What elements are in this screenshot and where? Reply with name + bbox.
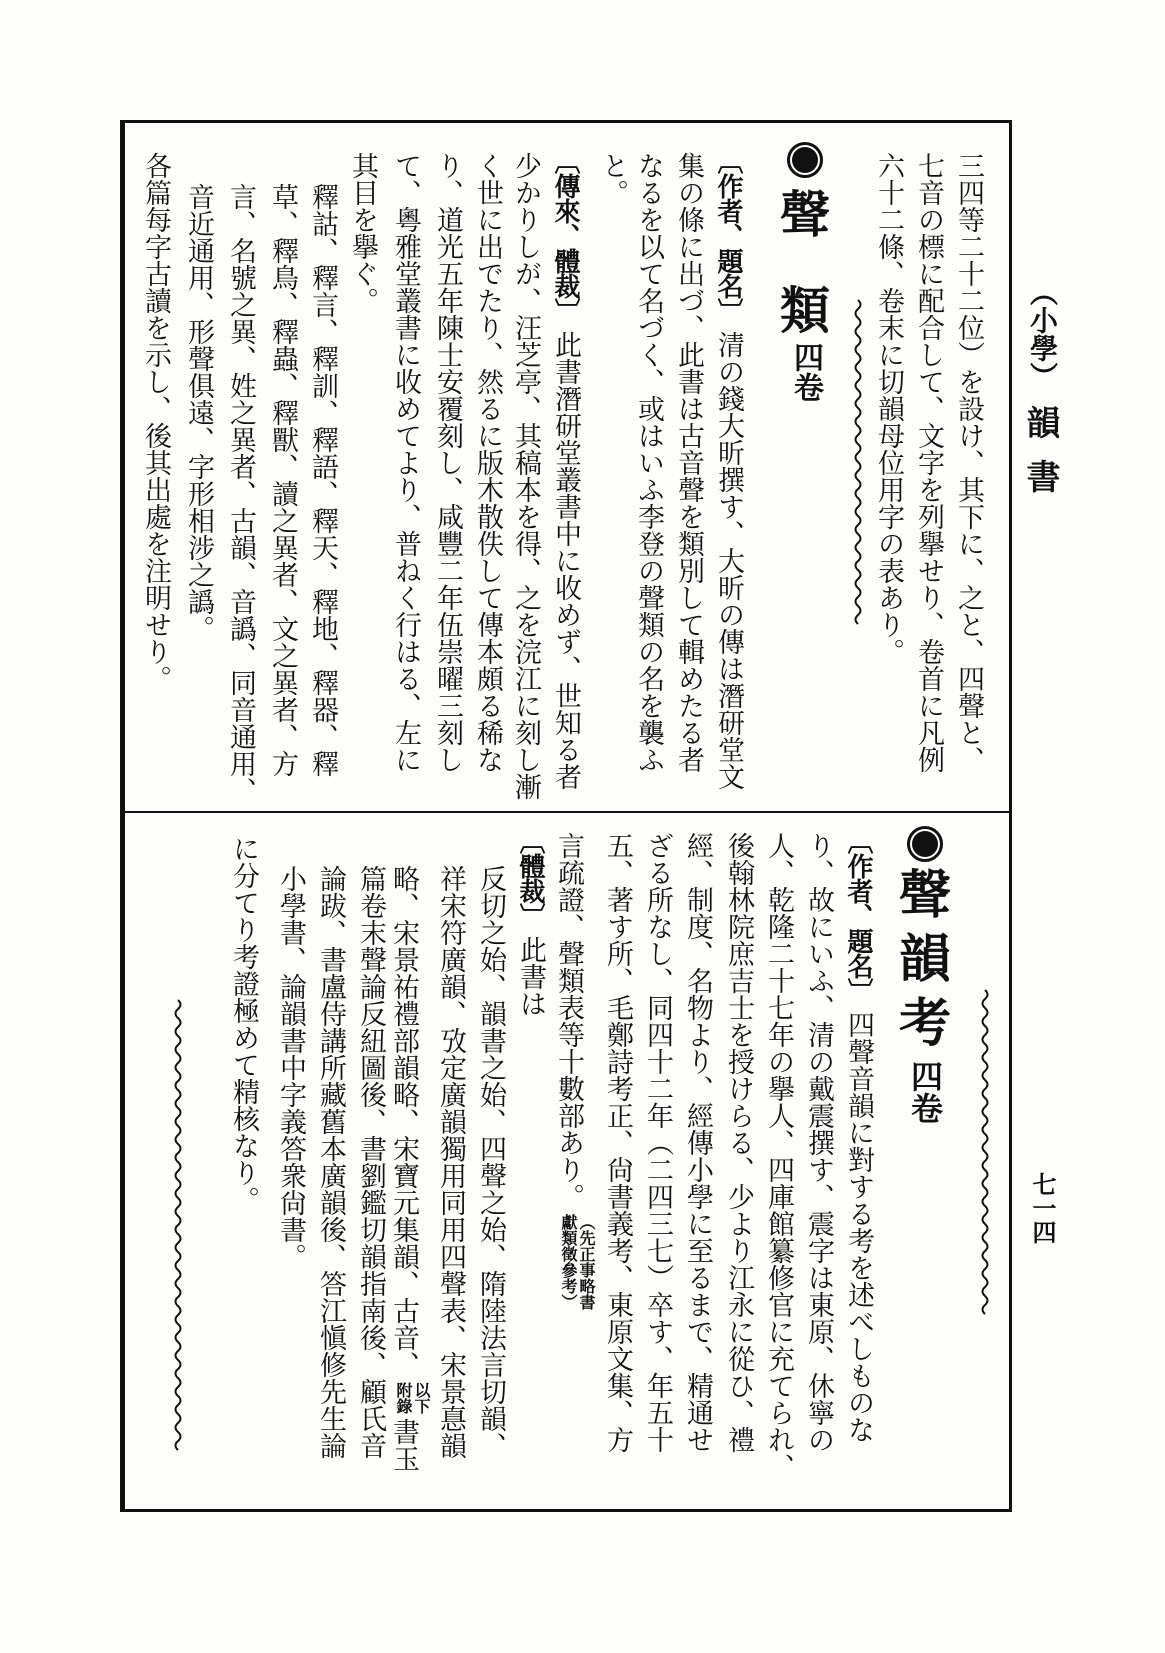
contents-text: 略、宋景祐禮部韻略、宋寶元集韻、古音、 bbox=[388, 865, 419, 1378]
contents-line: 音近通用、形聲俱遠、字形相涉之譌。 bbox=[183, 183, 214, 642]
page-number: 七一四 bbox=[1028, 1172, 1057, 1244]
wavy-separator bbox=[852, 300, 864, 625]
author-text: 言疏證、聲類表等十數部あり。 bbox=[553, 832, 584, 1210]
wavy-separator-line bbox=[983, 990, 988, 1314]
entry-title-char: 考 bbox=[898, 993, 951, 1054]
continued-text-line: 六十二條、卷末に切韻母位用字の表あり。 bbox=[873, 152, 904, 665]
appendix-note-line: 以下 bbox=[412, 1382, 431, 1414]
contents-line: 草、釋鳥、釋蟲、釋獸、讀之異者、文之異者、方 bbox=[267, 183, 298, 777]
author-text-line: 五、著す所、毛鄭詩考正、尙書義考、東原文集、方 bbox=[602, 832, 633, 1453]
author-text-line: り、故にいふ、清の戴震撰す、震字は東原、休寧の bbox=[803, 832, 834, 1453]
wavy-separator bbox=[172, 1000, 184, 1450]
bullseye-icon bbox=[787, 142, 823, 178]
transmission-text-line: て、粵雅堂叢書に收めてより、普ねく行はる、左に bbox=[390, 152, 421, 773]
contents-line: 言、名號之異、姓之異者、古韻、音譌、同音通用、 bbox=[225, 183, 256, 804]
continued-text-line: 七音の標に配合して、文字を列擧せり、卷首に凡例 bbox=[913, 152, 944, 773]
entry-title-char: 聲 bbox=[898, 865, 951, 926]
contents-line: 反切之始、韻書之始、四聲之始、隋陸法言切韻、 bbox=[475, 865, 506, 1459]
running-header-section: 韻書 bbox=[1020, 405, 1060, 513]
source-note-line: 獻類徵參考） bbox=[559, 1214, 578, 1310]
wavy-separator bbox=[979, 990, 991, 1320]
author-text: 清の錢大昕撰す、大昕の傳は潛研堂文 bbox=[713, 331, 744, 790]
appendix-note-line: 附錄 bbox=[394, 1382, 413, 1414]
contents-line: 小學書、論韻書中字義答衆尙書。 bbox=[275, 865, 306, 1270]
closing-line: 各篇每字古讀を示し、後其出處を注明せり。 bbox=[140, 152, 171, 692]
contents-line: 篇卷末聲論反紐圖後、書劉鑑切韻指南後、顧氏音 bbox=[355, 865, 386, 1459]
transmission-text: 此書潛研堂叢書中に收めず、世知る者 bbox=[550, 331, 581, 790]
author-title-label: 〔作者、題名〕 bbox=[713, 148, 743, 323]
transmission-text-line: く世に出でたり、然るに版木散佚して傳本頗る稀な bbox=[472, 152, 503, 773]
contents-line: 論跋、書盧侍講所藏舊本廣韻後、答江愼修先生論 bbox=[315, 865, 346, 1459]
author-text: 四聲音韻に對する考を述べしものな bbox=[843, 1011, 874, 1443]
transmission-text-line: 少かりしが、汪芝亭、其稿本を得、之を浣江に刻し漸 bbox=[510, 152, 541, 800]
contents-line: 祥宋符廣韻、攷定廣韻獨用同用四聲表、宋景惪韻 bbox=[435, 865, 466, 1459]
wavy-separator-line bbox=[856, 300, 861, 624]
continued-text-line: 三四等二十二位）を設け、其下に、之と、四聲と、 bbox=[953, 152, 984, 773]
entry-title-char: 韻 bbox=[898, 929, 951, 990]
entry-volumes: 四卷 bbox=[788, 342, 823, 402]
entry-volumes: 四卷 bbox=[906, 1060, 944, 1124]
author-title-label: 〔作者、題名〕 bbox=[843, 828, 873, 1003]
appendix-note bbox=[394, 1382, 430, 1414]
bullseye-icon bbox=[907, 826, 943, 862]
author-text-line: 經、制度、名物より、經傳小學に至るまで、精通せ bbox=[682, 832, 713, 1453]
author-text-line: なるを以て名づく、或はいふ李登の聲類の名を襲ふ bbox=[633, 152, 664, 773]
author-first-column bbox=[708, 148, 748, 790]
author-text-line: ざる所なし、同四十二年（二四三七）卒す、年五十 bbox=[642, 832, 673, 1453]
author-text-line: 集の條に出づ、此書は古音聲を類別して輯めたる者 bbox=[673, 152, 704, 773]
transmission-text-line: 其目を擧ぐ。 bbox=[347, 152, 378, 314]
running-header-category: （小學） bbox=[1026, 278, 1059, 390]
transmission-first-column bbox=[545, 148, 585, 790]
author-text-line: と。 bbox=[597, 152, 628, 206]
entry-title-char: 類 bbox=[780, 281, 830, 340]
format-label: 〔體裁〕 bbox=[515, 828, 545, 928]
format-text: 此書は bbox=[515, 936, 546, 1017]
contents-text: 書玉 bbox=[388, 1418, 419, 1472]
transmission-format-label: 〔傳來、體裁〕 bbox=[550, 148, 580, 323]
transmission-text-line: り、道光五年陳士安覆刻し、咸豐二年伍崇曜三刻し bbox=[432, 152, 463, 773]
entry-title-char: 聲 bbox=[780, 185, 830, 244]
wavy-separator-line bbox=[176, 1000, 181, 1450]
format-first-column bbox=[510, 828, 550, 1017]
contents-line-with-note bbox=[390, 865, 430, 1472]
half-divider bbox=[120, 811, 1012, 813]
source-note bbox=[559, 1214, 595, 1310]
author-last-column bbox=[555, 832, 595, 1314]
author-first-column bbox=[838, 828, 878, 1443]
author-text-line: 人、乾隆二十七年の擧人、四庫館纂修官に充てられ、 bbox=[763, 832, 794, 1480]
closing-line: に分てり考證極めて精核なり。 bbox=[228, 835, 259, 1213]
contents-line: 釋詁、釋言、釋訓、釋語、釋天、釋地、釋器、釋 bbox=[307, 183, 338, 777]
author-text-line: 後翰林院庶吉士を授けらる、少より江永に從ひ、禮 bbox=[723, 832, 754, 1453]
source-note-line: （先正事略書 bbox=[577, 1214, 596, 1310]
